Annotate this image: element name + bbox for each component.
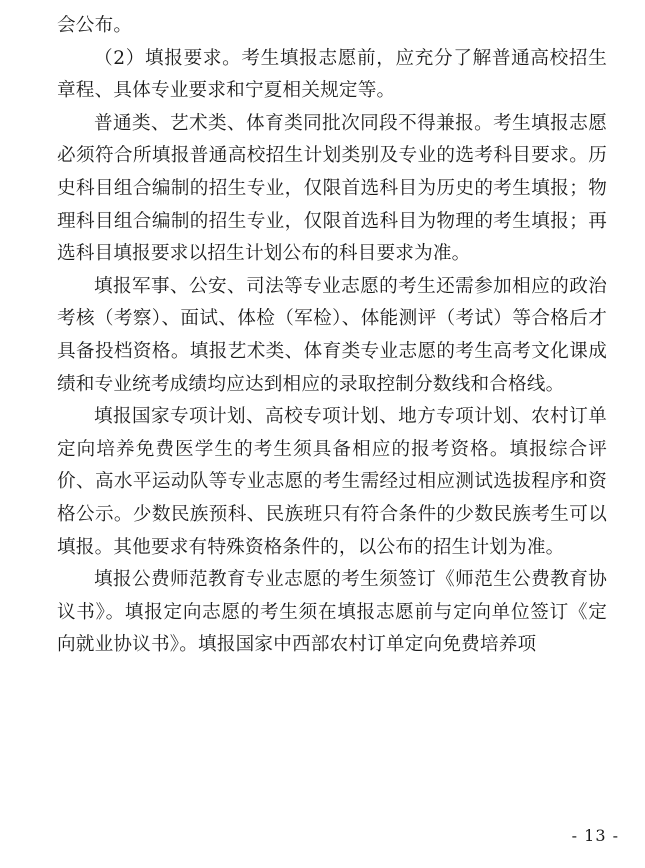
paragraph-continuation: 会公布。: [57, 15, 133, 36]
paragraph-category-rules: 普通类、艺术类、体育类同批次同段不得兼报。考生填报志愿必须符合所填报普通高校招生计划类别及专业的选考科目要求。历史科目组合编制的招生专业，仅限首选科目为历史的考生填报；物理科目组合编制的招生专业，仅限首选科目为物理的考生填报；再选科目填报要求以招生计划公布的科目要求为准。: [57, 112, 607, 265]
paragraph-military-police-rules: 填报军事、公安、司法等专业志愿的考生还需参加相应的政治考核（考察）、面试、体检（军检）、体能测评（考试）等合格后才具备投档资格。填报艺术类、体育类专业志愿的考生高考文化课成绩和专业统考成绩均应达到相应的录取控制分数线和合格线。: [57, 275, 607, 395]
paragraph-filling-requirements: （2）填报要求。考生填报志愿前，应充分了解普通高校招生章程、具体专业要求和宁夏相关规定等。: [57, 47, 607, 102]
paragraph-special-plans: 填报国家专项计划、高校专项计划、地方专项计划、农村订单定向培养免费医学生的考生须具备相应的报考资格。填报综合评价、高水平运动队等专业志愿的考生需经过相应测试选拔程序和资格公示。少数民族预科、民族班只有符合条件的少数民族考生可以填报。其他要求有特殊资格条件的，以公布的招生计划为准。: [57, 406, 607, 558]
page-number: - 13 -: [571, 826, 619, 845]
document-body: [57, 10, 607, 662]
paragraph-public-funded-normal: 填报公费师范教育专业志愿的考生须签订《师范生公费教育协议书》。填报定向志愿的考生须在填报志愿前与定向单位签订《定向就业协议书》。填报国家中西部农村订单定向免费培养项: [57, 569, 607, 656]
